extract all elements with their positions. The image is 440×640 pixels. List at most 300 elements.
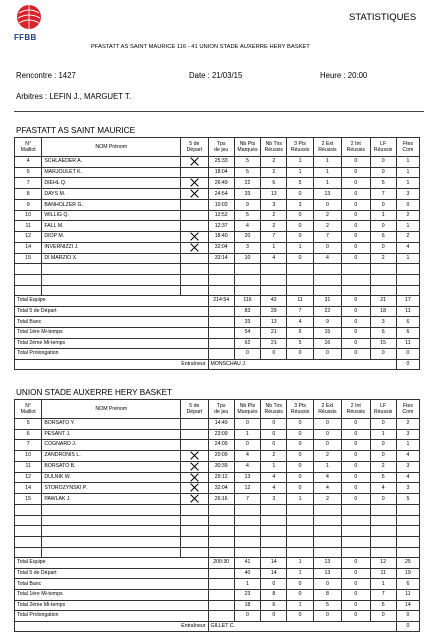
total-tirs: 6 [261, 600, 287, 611]
stat-lf: 0 [370, 200, 396, 211]
stat-ftes: 1 [396, 178, 419, 189]
stat-tps: 18:40 [208, 232, 234, 243]
total-ext: 9 [313, 317, 341, 328]
stat-int: 0 [342, 253, 370, 264]
stat-lf: 0 [370, 157, 396, 168]
jersey-number: 15 [15, 494, 42, 505]
stat-ext: 4 [313, 483, 341, 494]
stat-tirs: 6 [261, 178, 287, 189]
total-int: 0 [342, 296, 370, 307]
player-name: INVERNIZZI J. [42, 242, 181, 253]
stat-pts: 5 [234, 210, 260, 221]
stat-tps: 12:37 [208, 221, 234, 232]
stat-int: 0 [342, 167, 370, 178]
player-row [15, 494, 420, 505]
total-tirs: 13 [261, 317, 287, 328]
jersey-number: 7 [15, 178, 42, 189]
stat-tps: 29:12 [208, 472, 234, 483]
totals-label: Total Equipe [15, 296, 209, 307]
totals-row [15, 317, 420, 328]
jersey-number: 15 [15, 253, 42, 264]
total-ftes: 6 [396, 579, 419, 590]
player-row [15, 178, 420, 189]
column-header: 5 de Départ [181, 400, 208, 419]
player-row [15, 483, 420, 494]
total-ext: 0 [313, 611, 341, 622]
column-header: Ftes Com [396, 400, 419, 419]
stat-ext: 0 [313, 200, 341, 211]
stat-tirs: 3 [261, 494, 287, 505]
stat-ftes: 1 [396, 253, 419, 264]
stat-tirs: 1 [261, 461, 287, 472]
coach-fouls: 0 [396, 359, 419, 370]
total-lf: 12 [370, 558, 396, 569]
stat-tps: 24:54 [208, 189, 234, 200]
total-ext: 5 [313, 600, 341, 611]
starter-cell [181, 472, 208, 483]
total-lf: 11 [370, 568, 396, 579]
total-ftes: 11 [396, 589, 419, 600]
total-tirs: 29 [261, 306, 287, 317]
player-row [15, 221, 420, 232]
total-tps [208, 306, 234, 317]
stat-pts: 3 [234, 242, 260, 253]
stat-lf: 1 [370, 429, 396, 440]
jersey-number: 9 [15, 200, 42, 211]
column-header: NOM Prénom [42, 400, 181, 419]
stat-int: 0 [342, 440, 370, 451]
stat-ftes: 3 [396, 429, 419, 440]
player-row [15, 232, 420, 243]
starter-x-icon [190, 232, 199, 241]
stat-tirs: 7 [261, 232, 287, 243]
total-int: 0 [342, 579, 370, 590]
stat-tirs: 4 [261, 483, 287, 494]
empty-row [15, 547, 420, 558]
total-ext: 0 [313, 349, 341, 360]
stat-int: 0 [342, 419, 370, 430]
stat-lf: 0 [370, 242, 396, 253]
totals-row [15, 327, 420, 338]
player-name: PAWLAK J. [42, 494, 181, 505]
total-tps: 214:54 [208, 296, 234, 307]
total-tirs: 14 [261, 558, 287, 569]
total-tps [208, 349, 234, 360]
starter-cell [181, 232, 208, 243]
coach-fouls: 0 [396, 621, 419, 632]
stat-lf: 0 [370, 440, 396, 451]
jersey-number: 11 [15, 461, 42, 472]
player-name: DULNIK W. [42, 472, 181, 483]
stat-lf: 5 [370, 178, 396, 189]
empty-row [15, 536, 420, 547]
total-tps [208, 568, 234, 579]
match-title: PFASTATT AS SAINT MAURICE 116 - 41 UNION STADE AUXERRE HERY BASKET [91, 44, 310, 50]
starter-x-icon [190, 189, 199, 198]
starter-x-icon [190, 473, 199, 482]
total-ftes: 6 [396, 327, 419, 338]
column-header: Nb Tirs Réussis [261, 400, 287, 419]
column-header: LF Réussis [370, 138, 396, 157]
coach-label: Entraîneur [15, 621, 209, 632]
stat-int: 0 [342, 232, 370, 243]
stat-int: 0 [342, 200, 370, 211]
total-int: 0 [342, 611, 370, 622]
total-lf: 21 [370, 296, 396, 307]
player-row [15, 167, 420, 178]
player-row [15, 429, 420, 440]
total-tps [208, 600, 234, 611]
column-header: N° Maillot [15, 400, 42, 419]
total-tirs: 21 [261, 327, 287, 338]
column-header: Ftes Com [396, 138, 419, 157]
stat-p3: 0 [287, 461, 313, 472]
totals-label: Total 5 de Départ [15, 568, 209, 579]
stat-ftes: 1 [396, 167, 419, 178]
total-p3: 11 [287, 296, 313, 307]
stat-ftes: 4 [396, 472, 419, 483]
player-row [15, 450, 420, 461]
stat-pts: 12 [234, 483, 260, 494]
jersey-number: 14 [15, 483, 42, 494]
empty-row [15, 515, 420, 526]
team-1-name: PFASTATT AS SAINT MAURICE [16, 126, 136, 135]
stat-ext: 0 [313, 429, 341, 440]
stat-tps: 23:09 [208, 429, 234, 440]
total-ext: 22 [313, 306, 341, 317]
totals-row [15, 296, 420, 307]
stat-pts: 5 [234, 157, 260, 168]
stat-tps: 20:09 [208, 450, 234, 461]
column-header: 3 Pts Réussis [287, 138, 313, 157]
stat-p3: 0 [287, 210, 313, 221]
stat-p3: 0 [287, 189, 313, 200]
total-ftes: 6 [396, 317, 419, 328]
total-int: 0 [342, 327, 370, 338]
starter-cell [181, 221, 208, 232]
stat-pts: 33 [234, 189, 260, 200]
total-int: 0 [342, 306, 370, 317]
stat-ext: 0 [313, 242, 341, 253]
stat-lf: 0 [370, 494, 396, 505]
stat-int: 0 [342, 450, 370, 461]
player-name: DAYS M. [42, 189, 181, 200]
starter-x-icon [190, 483, 199, 492]
totals-row [15, 349, 420, 360]
stat-ext: 2 [313, 494, 341, 505]
total-pts: 33 [234, 317, 260, 328]
stat-pts: 0 [234, 440, 260, 451]
totals-row [15, 338, 420, 349]
total-tps [208, 317, 234, 328]
total-ext: 16 [313, 338, 341, 349]
column-header: Nb Pts Marqués [234, 400, 260, 419]
total-ext: 13 [313, 558, 341, 569]
totals-label: Total Prolongation [15, 611, 209, 622]
stat-p3: 0 [287, 419, 313, 430]
page-title: STATISTIQUES [349, 12, 417, 23]
stat-p3: 5 [287, 178, 313, 189]
total-p3: 1 [287, 558, 313, 569]
total-tps [208, 327, 234, 338]
stat-tps: 24:09 [208, 440, 234, 451]
player-name: PESANT J. [42, 429, 181, 440]
stat-ext: 1 [313, 178, 341, 189]
stat-p3: 0 [287, 253, 313, 264]
player-name: DIOP M. [42, 232, 181, 243]
jersey-number: 8 [15, 189, 42, 200]
totals-label: Total Prolongation [15, 349, 209, 360]
column-header: 2 Int Réussis [342, 400, 370, 419]
empty-row [15, 274, 420, 285]
jersey-number: 6 [15, 429, 42, 440]
starter-x-icon [190, 157, 199, 166]
stat-ftes: 1 [396, 157, 419, 168]
totals-row [15, 589, 420, 600]
team-1-stats-table [14, 137, 420, 370]
coach-name: MONSCHAU J. [208, 359, 396, 370]
total-ftes: 11 [396, 338, 419, 349]
column-header: 5 de Départ [181, 138, 208, 157]
stat-ext: 4 [313, 253, 341, 264]
total-pts: 23 [234, 589, 260, 600]
logo-text: FFBB [14, 33, 37, 42]
total-ftes: 0 [396, 611, 419, 622]
total-pts: 54 [234, 327, 260, 338]
total-ext: 0 [313, 579, 341, 590]
total-tirs: 0 [261, 349, 287, 360]
total-p3: 0 [287, 349, 313, 360]
stat-tirs: 0 [261, 440, 287, 451]
starter-cell [181, 440, 208, 451]
stat-ext: 4 [313, 472, 341, 483]
stat-ftes: 2 [396, 419, 419, 430]
header-row [15, 400, 420, 419]
totals-label: Total 1ère Mi-temps [15, 327, 209, 338]
stat-int: 0 [342, 210, 370, 221]
team-2-name: UNION STADE AUXERRE HERY BASKET [16, 388, 173, 397]
referees: Arbitres : LEFIN J., MARGUET T. [16, 92, 131, 101]
total-ftes: 0 [396, 349, 419, 360]
column-header: 2 Ext Réussis [313, 138, 341, 157]
starter-cell [181, 242, 208, 253]
stat-ext: 1 [313, 461, 341, 472]
column-header: N° Maillot [15, 138, 42, 157]
stat-pts: 4 [234, 461, 260, 472]
column-header: 2 Ext Réussis [313, 400, 341, 419]
stat-tirs: 2 [261, 167, 287, 178]
stat-p3: 1 [287, 242, 313, 253]
total-ext: 8 [313, 589, 341, 600]
total-p3: 0 [287, 589, 313, 600]
stat-int: 0 [342, 494, 370, 505]
total-int: 0 [342, 568, 370, 579]
team-2-stats-table [14, 399, 420, 632]
stat-ftes: 3 [396, 461, 419, 472]
stat-lf: 1 [370, 210, 396, 221]
player-row [15, 419, 420, 430]
total-ext: 31 [313, 296, 341, 307]
stat-pts: 20 [234, 232, 260, 243]
stat-tps: 25:33 [208, 157, 234, 168]
column-header: Tps de jeu [208, 138, 234, 157]
starter-cell [181, 200, 208, 211]
stat-ftes: 2 [396, 232, 419, 243]
stat-tps: 14:49 [208, 419, 234, 430]
jersey-number: 12 [15, 232, 42, 243]
total-pts: 83 [234, 306, 260, 317]
stat-pts: 4 [234, 450, 260, 461]
total-tps [208, 589, 234, 600]
stat-tps: 30:39 [208, 461, 234, 472]
player-name: SCHLAEDER A. [42, 157, 181, 168]
stat-int: 0 [342, 178, 370, 189]
jersey-number: 11 [15, 221, 42, 232]
total-lf: 1 [370, 579, 396, 590]
column-header: NOM Prénom [42, 138, 181, 157]
stat-pts: 1 [234, 429, 260, 440]
total-ftes: 19 [396, 568, 419, 579]
total-int: 0 [342, 349, 370, 360]
starter-cell [181, 167, 208, 178]
totals-row [15, 579, 420, 590]
stat-pts: 7 [234, 494, 260, 505]
stat-tirs: 13 [261, 189, 287, 200]
stat-tirs: 3 [261, 200, 287, 211]
stat-p3: 0 [287, 483, 313, 494]
total-p3: 5 [287, 338, 313, 349]
player-row [15, 189, 420, 200]
stat-lf: 6 [370, 232, 396, 243]
total-int: 0 [342, 317, 370, 328]
empty-row [15, 264, 420, 275]
player-row [15, 200, 420, 211]
stat-ftes: 1 [396, 440, 419, 451]
total-lf: 0 [370, 349, 396, 360]
jersey-number: 12 [15, 472, 42, 483]
stat-ftes: 4 [396, 450, 419, 461]
total-ext: 15 [313, 327, 341, 338]
stat-ext: 2 [313, 221, 341, 232]
totals-label: Total 2ème Mi-temps [15, 338, 209, 349]
total-p3: 1 [287, 600, 313, 611]
stat-ext: 0 [313, 440, 341, 451]
coach-row [15, 621, 420, 632]
player-row [15, 440, 420, 451]
stat-ftes: 3 [396, 189, 419, 200]
stat-int: 0 [342, 157, 370, 168]
starter-x-icon [190, 178, 199, 187]
jersey-number: 5 [15, 419, 42, 430]
totals-label: Total 2ème Mi-temps [15, 600, 209, 611]
stat-p3: 0 [287, 450, 313, 461]
totals-row [15, 611, 420, 622]
stat-lf: 2 [370, 461, 396, 472]
coach-label: Entraîneur [15, 359, 209, 370]
stat-pts: 0 [234, 419, 260, 430]
stat-tps: 10:03 [208, 200, 234, 211]
stat-int: 0 [342, 242, 370, 253]
column-header: 2 Int Réussis [342, 138, 370, 157]
stat-int: 0 [342, 461, 370, 472]
column-header: Nb Tirs Réussis [261, 138, 287, 157]
total-ftes: 17 [396, 296, 419, 307]
stat-p3: 1 [287, 157, 313, 168]
stat-pts: 22 [234, 178, 260, 189]
stat-lf: 0 [370, 221, 396, 232]
total-int: 0 [342, 589, 370, 600]
stat-tirs: 2 [261, 221, 287, 232]
starter-x-icon [190, 494, 199, 503]
stat-int: 0 [342, 429, 370, 440]
total-pts: 1 [234, 579, 260, 590]
stat-lf: 0 [370, 419, 396, 430]
totals-label: Total Banc [15, 579, 209, 590]
stat-ext: 7 [313, 232, 341, 243]
stat-ext: 1 [313, 157, 341, 168]
total-tps [208, 611, 234, 622]
stat-tps: 32:04 [208, 242, 234, 253]
stat-p3: 1 [287, 167, 313, 178]
player-row [15, 461, 420, 472]
stat-ext: 13 [313, 189, 341, 200]
total-pts: 0 [234, 611, 260, 622]
total-ftes: 11 [396, 306, 419, 317]
stat-lf: 0 [370, 167, 396, 178]
stat-ftes: 1 [396, 221, 419, 232]
total-tps [208, 338, 234, 349]
totals-row [15, 306, 420, 317]
total-lf: 3 [370, 317, 396, 328]
player-name: BORSATO B. [42, 461, 181, 472]
totals-label: Total Banc [15, 317, 209, 328]
stat-tirs: 1 [261, 242, 287, 253]
stat-tirs: 4 [261, 472, 287, 483]
stat-pts: 9 [234, 200, 260, 211]
total-p3: 6 [287, 327, 313, 338]
stat-ftes: 2 [396, 210, 419, 221]
player-row [15, 242, 420, 253]
stat-p3: 0 [287, 440, 313, 451]
stat-tps: 33:14 [208, 253, 234, 264]
total-lf: 0 [370, 611, 396, 622]
stat-ext: 2 [313, 450, 341, 461]
rencontre-number: Rencontre : 1427 [16, 71, 76, 80]
totals-label: Total Equipe [15, 558, 209, 569]
total-tirs: 0 [261, 611, 287, 622]
stat-tirs: 2 [261, 157, 287, 168]
total-p3: 0 [287, 579, 313, 590]
stat-pts: 4 [234, 221, 260, 232]
stat-p3: 3 [287, 200, 313, 211]
stat-p3: 0 [287, 472, 313, 483]
starter-cell [181, 461, 208, 472]
totals-label: Total 5 de Départ [15, 306, 209, 317]
stat-p3: 0 [287, 429, 313, 440]
total-ftes: 14 [396, 600, 419, 611]
total-p3: 0 [287, 611, 313, 622]
total-pts: 116 [234, 296, 260, 307]
match-time: Heure : 20:00 [320, 71, 368, 80]
total-lf: 15 [370, 338, 396, 349]
divider [14, 111, 424, 112]
stat-ftes: 0 [396, 200, 419, 211]
player-row [15, 210, 420, 221]
coach-row [15, 359, 420, 370]
stat-ext: 0 [313, 419, 341, 430]
player-name: DI MARZIO X. [42, 253, 181, 264]
jersey-number: 14 [15, 242, 42, 253]
